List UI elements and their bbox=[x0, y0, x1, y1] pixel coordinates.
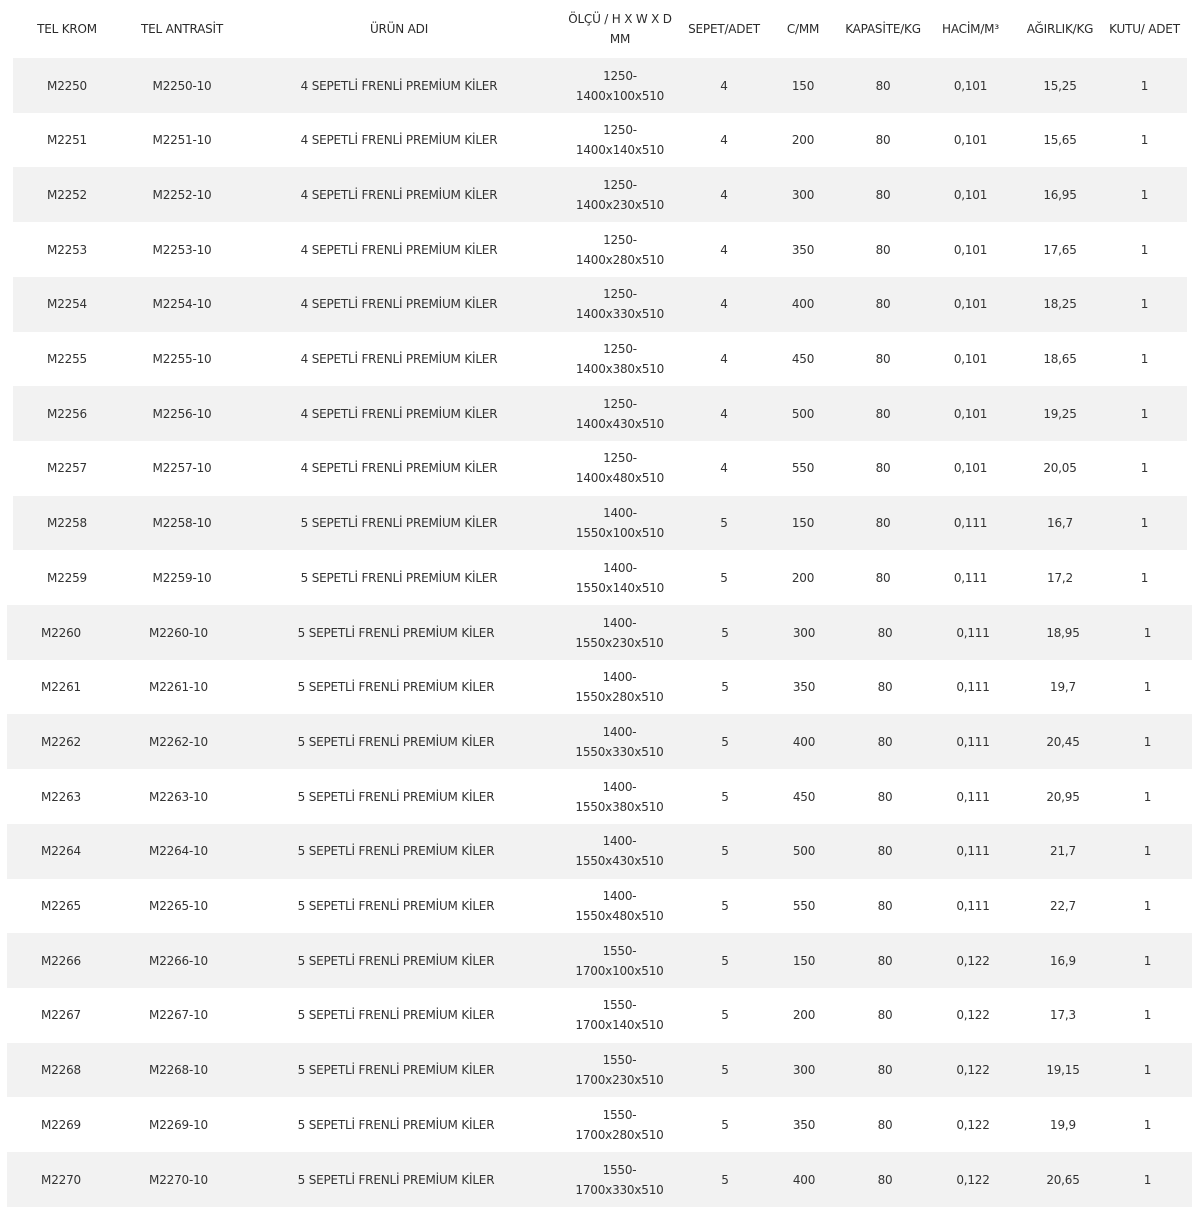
table-row bbox=[13, 58, 1187, 113]
table-row bbox=[7, 1097, 1192, 1152]
cell-olcu-line1: 1400- bbox=[602, 889, 637, 903]
cell-tel-antrasit: M2250-10 bbox=[152, 78, 212, 93]
cell-kutu: 1 bbox=[1140, 242, 1149, 257]
cell-agirlik: 20,95 bbox=[1046, 789, 1080, 804]
cell-tel-krom: M2259 bbox=[47, 570, 87, 585]
cell-kapasite: 80 bbox=[877, 1008, 893, 1023]
cell-olcu bbox=[555, 113, 685, 168]
cell-c-mm: 450 bbox=[791, 352, 815, 366]
cell-sepet-adet: 4 bbox=[720, 406, 728, 421]
cell-agirlik: 20,45 bbox=[1046, 734, 1080, 749]
cell-c-mm: 400 bbox=[792, 1172, 816, 1187]
cell-hacim: 0,111 bbox=[956, 899, 990, 913]
table-row bbox=[7, 1152, 1192, 1207]
cell-kapasite: 80 bbox=[877, 1117, 893, 1132]
cell-olcu bbox=[550, 988, 689, 1043]
cell-kutu: 1 bbox=[1143, 844, 1152, 859]
cell-agirlik: 17,65 bbox=[1043, 242, 1077, 257]
cell-c-mm: 400 bbox=[792, 734, 816, 749]
table-row bbox=[7, 660, 1192, 715]
cell-kutu: 1 bbox=[1140, 297, 1149, 312]
cell-kutu: 1 bbox=[1143, 899, 1152, 913]
cell-c-mm: 300 bbox=[792, 1063, 816, 1078]
cell-sepet-adet: 4 bbox=[720, 187, 728, 202]
cell-hacim: 0,122 bbox=[956, 1008, 990, 1023]
cell-olcu-line1: 1250- bbox=[603, 451, 637, 466]
cell-c-mm: 450 bbox=[792, 789, 816, 804]
cell-urun-adi: 5 SEPETLİ FRENLİ PREMİUM KİLER bbox=[297, 789, 495, 804]
cell-urun-adi: 4 SEPETLİ FRENLİ PREMİUM KİLER bbox=[300, 297, 498, 312]
cell-agirlik: 18,65 bbox=[1043, 352, 1077, 366]
cell-c-mm: 200 bbox=[792, 1008, 816, 1023]
cell-kutu: 1 bbox=[1143, 1117, 1152, 1132]
cell-olcu bbox=[555, 496, 685, 551]
cell-tel-antrasit: M2262-10 bbox=[149, 734, 208, 749]
cell-olcu-line1: 1550- bbox=[602, 1107, 637, 1122]
header-sepet-adet: SEPET/ADET bbox=[688, 22, 760, 36]
cell-kutu: 1 bbox=[1143, 1172, 1152, 1187]
cell-olcu bbox=[550, 769, 689, 824]
cell-olcu bbox=[555, 167, 685, 222]
cell-tel-antrasit: M2268-10 bbox=[149, 1063, 208, 1078]
cell-tel-krom: M2268 bbox=[41, 1063, 81, 1078]
cell-sepet-adet: 5 bbox=[721, 1063, 729, 1078]
cell-olcu-line2: 1550x140x510 bbox=[575, 580, 665, 595]
cell-kapasite: 80 bbox=[875, 352, 891, 366]
cell-olcu bbox=[555, 332, 685, 387]
cell-c-mm: 500 bbox=[792, 844, 816, 859]
cell-c-mm: 200 bbox=[791, 133, 815, 148]
table-row bbox=[13, 496, 1187, 551]
cell-kapasite: 80 bbox=[877, 625, 893, 640]
header-olcu-line1: ÖLÇÜ / H X W X D bbox=[568, 12, 672, 26]
cell-kapasite: 80 bbox=[875, 516, 891, 531]
cell-kapasite: 80 bbox=[877, 1063, 893, 1078]
cell-olcu bbox=[550, 605, 689, 660]
cell-kutu: 1 bbox=[1143, 734, 1152, 749]
cell-olcu-line2: 1550x330x510 bbox=[575, 744, 664, 759]
cell-kutu: 1 bbox=[1143, 789, 1152, 804]
header-tel-krom: TEL KROM bbox=[37, 22, 97, 36]
cell-agirlik: 19,25 bbox=[1043, 406, 1077, 421]
cell-olcu-line1: 1550- bbox=[602, 1053, 637, 1068]
cell-c-mm: 300 bbox=[792, 625, 816, 640]
cell-agirlik: 16,95 bbox=[1043, 187, 1077, 202]
cell-olcu-line1: 1550- bbox=[602, 943, 637, 958]
cell-olcu-line1: 1550- bbox=[602, 998, 637, 1013]
cell-urun-adi: 5 SEPETLİ FRENLİ PREMİUM KİLER bbox=[297, 1172, 495, 1187]
table-row bbox=[7, 1043, 1192, 1098]
cell-olcu-line2: 1550x430x510 bbox=[575, 854, 664, 869]
cell-olcu-line1: 1400- bbox=[602, 834, 637, 849]
cell-agirlik: 19,7 bbox=[1050, 680, 1076, 695]
cell-agirlik: 15,65 bbox=[1043, 133, 1077, 148]
cell-olcu-line1: 1400- bbox=[602, 615, 637, 630]
cell-olcu-line1: 1250- bbox=[603, 232, 637, 247]
table-header bbox=[13, 0, 1187, 58]
cell-hacim: 0,101 bbox=[953, 406, 988, 421]
cell-olcu-line1: 1250- bbox=[603, 342, 637, 356]
cell-urun-adi: 5 SEPETLİ FRENLİ PREMİUM KİLER bbox=[297, 844, 495, 859]
table-row bbox=[7, 824, 1192, 879]
cell-kutu: 1 bbox=[1143, 1063, 1152, 1078]
cell-urun-adi: 4 SEPETLİ FRENLİ PREMİUM KİLER bbox=[300, 352, 498, 366]
cell-kutu: 1 bbox=[1143, 953, 1152, 968]
cell-tel-antrasit: M2270-10 bbox=[149, 1172, 208, 1187]
cell-olcu bbox=[550, 660, 689, 715]
cell-agirlik: 15,25 bbox=[1043, 78, 1077, 93]
cell-urun-adi: 4 SEPETLİ FRENLİ PREMİUM KİLER bbox=[300, 78, 498, 93]
cell-olcu-line2: 1400x280x510 bbox=[575, 252, 665, 267]
cell-kapasite: 80 bbox=[875, 461, 891, 476]
cell-c-mm: 150 bbox=[792, 953, 816, 968]
cell-olcu bbox=[555, 386, 685, 441]
table-row bbox=[7, 769, 1192, 824]
cell-c-mm: 550 bbox=[791, 461, 815, 476]
cell-olcu-line2: 1400x380x510 bbox=[575, 362, 665, 376]
cell-urun-adi: 5 SEPETLİ FRENLİ PREMİUM KİLER bbox=[297, 1117, 495, 1132]
cell-tel-antrasit: M2257-10 bbox=[152, 461, 212, 476]
cell-urun-adi: 5 SEPETLİ FRENLİ PREMİUM KİLER bbox=[297, 1008, 495, 1023]
cell-sepet-adet: 5 bbox=[721, 680, 729, 695]
cell-sepet-adet: 5 bbox=[721, 899, 729, 913]
cell-hacim: 0,101 bbox=[953, 78, 988, 93]
cell-olcu-line2: 1700x140x510 bbox=[575, 1018, 664, 1033]
cell-olcu-line2: 1400x140x510 bbox=[575, 143, 665, 158]
cell-sepet-adet: 5 bbox=[721, 1008, 729, 1023]
cell-hacim: 0,101 bbox=[953, 297, 988, 312]
cell-kapasite: 80 bbox=[877, 844, 893, 859]
cell-olcu bbox=[555, 222, 685, 277]
cell-agirlik: 20,65 bbox=[1046, 1172, 1080, 1187]
header-olcu bbox=[555, 0, 685, 58]
cell-tel-antrasit: M2258-10 bbox=[152, 516, 212, 531]
cell-kutu: 1 bbox=[1140, 133, 1149, 148]
cell-kutu: 1 bbox=[1140, 516, 1149, 531]
header-kapasite: KAPASİTE/KG bbox=[845, 22, 921, 36]
cell-tel-antrasit: M2260-10 bbox=[149, 625, 208, 640]
cell-kapasite: 80 bbox=[877, 1172, 893, 1187]
cell-hacim: 0,111 bbox=[956, 734, 990, 749]
cell-agirlik: 19,9 bbox=[1050, 1117, 1076, 1132]
cell-sepet-adet: 5 bbox=[720, 516, 728, 531]
cell-kutu: 1 bbox=[1140, 406, 1149, 421]
cell-olcu-line2: 1550x280x510 bbox=[575, 690, 664, 705]
cell-kapasite: 80 bbox=[877, 680, 893, 695]
table-row bbox=[13, 386, 1187, 441]
cell-olcu-line2: 1550x230x510 bbox=[575, 635, 664, 650]
cell-sepet-adet: 5 bbox=[721, 789, 729, 804]
cell-hacim: 0,111 bbox=[956, 789, 990, 804]
table-row bbox=[13, 222, 1187, 277]
cell-sepet-adet: 5 bbox=[721, 1172, 729, 1187]
cell-kapasite: 80 bbox=[875, 242, 891, 257]
cell-urun-adi: 5 SEPETLİ FRENLİ PREMİUM KİLER bbox=[297, 899, 495, 913]
cell-tel-krom: M2253 bbox=[47, 242, 87, 257]
cell-c-mm: 150 bbox=[791, 516, 815, 531]
table-row bbox=[7, 988, 1192, 1043]
cell-tel-krom: M2254 bbox=[47, 297, 87, 312]
cell-agirlik: 16,7 bbox=[1047, 516, 1073, 531]
cell-tel-krom: M2258 bbox=[47, 516, 87, 531]
cell-tel-krom: M2265 bbox=[41, 899, 81, 913]
cell-kutu: 1 bbox=[1140, 187, 1149, 202]
cell-olcu-line2: 1400x230x510 bbox=[575, 197, 665, 212]
cell-olcu-line1: 1400- bbox=[603, 506, 637, 521]
cell-tel-antrasit: M2265-10 bbox=[149, 899, 208, 913]
cell-sepet-adet: 5 bbox=[720, 570, 728, 585]
cell-tel-antrasit: M2259-10 bbox=[152, 570, 212, 585]
cell-olcu-line1: 1400- bbox=[602, 779, 637, 794]
table-row bbox=[7, 714, 1192, 769]
cell-sepet-adet: 4 bbox=[720, 133, 728, 148]
cell-olcu bbox=[550, 1097, 689, 1152]
table-row bbox=[13, 550, 1187, 605]
cell-tel-krom: M2255 bbox=[47, 352, 87, 366]
cell-olcu-line1: 1400- bbox=[602, 670, 637, 685]
cell-urun-adi: 5 SEPETLİ FRENLİ PREMİUM KİLER bbox=[297, 625, 495, 640]
cell-olcu bbox=[550, 824, 689, 879]
cell-olcu-line2: 1700x330x510 bbox=[575, 1182, 664, 1197]
cell-agirlik: 20,05 bbox=[1043, 461, 1077, 476]
cell-hacim: 0,122 bbox=[956, 1117, 990, 1132]
cell-agirlik: 17,2 bbox=[1047, 570, 1073, 585]
cell-kapasite: 80 bbox=[875, 297, 891, 312]
cell-tel-antrasit: M2261-10 bbox=[149, 680, 208, 695]
cell-kutu: 1 bbox=[1143, 1008, 1152, 1023]
table-row bbox=[7, 933, 1192, 988]
table-row bbox=[7, 879, 1192, 934]
header-tel-antrasit: TEL ANTRASİT bbox=[140, 22, 224, 36]
cell-hacim: 0,122 bbox=[956, 953, 990, 968]
cell-olcu-line1: 1400- bbox=[603, 560, 637, 575]
cell-kutu: 1 bbox=[1143, 680, 1152, 695]
cell-urun-adi: 4 SEPETLİ FRENLİ PREMİUM KİLER bbox=[300, 242, 498, 257]
cell-kapasite: 80 bbox=[877, 953, 893, 968]
header-urun-adi: ÜRÜN ADI bbox=[369, 22, 429, 36]
cell-olcu-line1: 1400- bbox=[602, 724, 637, 739]
cell-tel-antrasit: M2255-10 bbox=[152, 352, 212, 366]
cell-tel-antrasit: M2253-10 bbox=[152, 242, 212, 257]
cell-hacim: 0,111 bbox=[956, 625, 990, 640]
cell-urun-adi: 5 SEPETLİ FRENLİ PREMİUM KİLER bbox=[297, 680, 495, 695]
cell-olcu-line2: 1700x280x510 bbox=[575, 1127, 664, 1142]
cell-c-mm: 550 bbox=[792, 899, 816, 913]
cell-tel-antrasit: M2263-10 bbox=[149, 789, 208, 804]
cell-tel-krom: M2269 bbox=[41, 1117, 81, 1132]
header-agirlik: AĞIRLIK/KG bbox=[1026, 22, 1094, 36]
table-row bbox=[13, 277, 1187, 332]
cell-tel-antrasit: M2269-10 bbox=[149, 1117, 208, 1132]
cell-olcu-line2: 1700x230x510 bbox=[575, 1073, 664, 1088]
cell-urun-adi: 4 SEPETLİ FRENLİ PREMİUM KİLER bbox=[300, 187, 498, 202]
cell-tel-krom: M2266 bbox=[41, 953, 81, 968]
cell-c-mm: 200 bbox=[791, 570, 815, 585]
cell-sepet-adet: 4 bbox=[720, 297, 728, 312]
cell-sepet-adet: 5 bbox=[721, 844, 729, 859]
cell-tel-krom: M2263 bbox=[41, 789, 81, 804]
cell-sepet-adet: 4 bbox=[720, 78, 728, 93]
cell-agirlik: 18,25 bbox=[1043, 297, 1077, 312]
cell-c-mm: 500 bbox=[791, 406, 815, 421]
header-hacim: HACİM/M³ bbox=[942, 22, 999, 36]
cell-sepet-adet: 5 bbox=[721, 625, 729, 640]
cell-agirlik: 16,9 bbox=[1050, 953, 1076, 968]
cell-tel-antrasit: M2266-10 bbox=[149, 953, 208, 968]
cell-hacim: 0,101 bbox=[953, 461, 988, 476]
cell-hacim: 0,101 bbox=[953, 133, 988, 148]
cell-tel-antrasit: M2251-10 bbox=[152, 133, 212, 148]
cell-c-mm: 300 bbox=[791, 187, 815, 202]
cell-kutu: 1 bbox=[1140, 570, 1149, 585]
cell-sepet-adet: 5 bbox=[721, 1117, 729, 1132]
cell-olcu-line1: 1250- bbox=[603, 177, 637, 192]
cell-c-mm: 350 bbox=[791, 242, 815, 257]
cell-tel-antrasit: M2254-10 bbox=[152, 297, 212, 312]
cell-hacim: 0,111 bbox=[953, 570, 988, 585]
cell-kapasite: 80 bbox=[877, 789, 893, 804]
cell-c-mm: 150 bbox=[791, 78, 815, 93]
cell-olcu bbox=[555, 58, 685, 113]
cell-olcu bbox=[555, 277, 685, 332]
cell-kutu: 1 bbox=[1140, 461, 1149, 476]
cell-urun-adi: 5 SEPETLİ FRENLİ PREMİUM KİLER bbox=[297, 734, 495, 749]
cell-sepet-adet: 5 bbox=[721, 734, 729, 749]
cell-tel-antrasit: M2267-10 bbox=[149, 1008, 208, 1023]
cell-olcu bbox=[550, 879, 689, 934]
table-row bbox=[13, 113, 1187, 168]
cell-olcu-line2: 1550x480x510 bbox=[575, 909, 664, 923]
cell-tel-krom: M2267 bbox=[41, 1008, 81, 1023]
cell-olcu bbox=[550, 1152, 689, 1207]
cell-sepet-adet: 4 bbox=[720, 461, 728, 476]
table-row bbox=[7, 605, 1192, 660]
cell-olcu bbox=[550, 1043, 689, 1098]
cell-hacim: 0,122 bbox=[956, 1172, 990, 1187]
cell-c-mm: 400 bbox=[791, 297, 815, 312]
cell-urun-adi: 5 SEPETLİ FRENLİ PREMİUM KİLER bbox=[297, 953, 495, 968]
cell-hacim: 0,101 bbox=[953, 352, 988, 366]
cell-kutu: 1 bbox=[1140, 78, 1149, 93]
cell-kapasite: 80 bbox=[877, 899, 893, 913]
cell-olcu-line1: 1250- bbox=[603, 68, 637, 83]
cell-olcu-line2: 1700x100x510 bbox=[575, 963, 664, 978]
table-row bbox=[13, 167, 1187, 222]
cell-agirlik: 22,7 bbox=[1050, 899, 1076, 913]
cell-tel-antrasit: M2252-10 bbox=[152, 187, 212, 202]
cell-tel-krom: M2261 bbox=[41, 680, 81, 695]
table-row bbox=[13, 332, 1187, 387]
cell-kapasite: 80 bbox=[877, 734, 893, 749]
cell-sepet-adet: 4 bbox=[720, 242, 728, 257]
cell-olcu-line1: 1550- bbox=[602, 1162, 637, 1177]
cell-tel-krom: M2250 bbox=[47, 78, 87, 93]
cell-hacim: 0,111 bbox=[956, 680, 990, 695]
cell-sepet-adet: 4 bbox=[720, 352, 728, 366]
cell-kapasite: 80 bbox=[875, 78, 891, 93]
cell-agirlik: 19,15 bbox=[1046, 1063, 1080, 1078]
cell-kapasite: 80 bbox=[875, 187, 891, 202]
cell-agirlik: 17,3 bbox=[1050, 1008, 1076, 1023]
cell-urun-adi: 5 SEPETLİ FRENLİ PREMİUM KİLER bbox=[297, 1063, 495, 1078]
cell-kapasite: 80 bbox=[875, 570, 891, 585]
cell-olcu-line2: 1400x330x510 bbox=[575, 307, 665, 322]
header-kutu: KUTU/ ADET bbox=[1109, 22, 1180, 36]
cell-tel-krom: M2262 bbox=[41, 734, 81, 749]
cell-hacim: 0,101 bbox=[953, 187, 988, 202]
cell-c-mm: 350 bbox=[792, 1117, 816, 1132]
cell-kapasite: 80 bbox=[875, 406, 891, 421]
cell-hacim: 0,101 bbox=[953, 242, 988, 257]
cell-olcu bbox=[555, 441, 685, 496]
cell-tel-antrasit: M2264-10 bbox=[149, 844, 208, 859]
header-c-mm: C/MM bbox=[786, 22, 820, 36]
cell-olcu bbox=[555, 550, 685, 605]
cell-olcu-line2: 1400x480x510 bbox=[575, 471, 665, 486]
cell-tel-krom: M2256 bbox=[47, 406, 87, 421]
cell-olcu-line1: 1250- bbox=[603, 396, 637, 411]
cell-sepet-adet: 5 bbox=[721, 953, 729, 968]
cell-hacim: 0,111 bbox=[953, 516, 988, 531]
cell-tel-antrasit: M2256-10 bbox=[152, 406, 212, 421]
cell-agirlik: 21,7 bbox=[1050, 844, 1076, 859]
cell-agirlik: 18,95 bbox=[1046, 625, 1080, 640]
cell-olcu-line2: 1400x430x510 bbox=[575, 416, 665, 431]
table-row bbox=[13, 441, 1187, 496]
cell-tel-krom: M2252 bbox=[47, 187, 87, 202]
cell-tel-krom: M2260 bbox=[41, 625, 81, 640]
cell-urun-adi: 4 SEPETLİ FRENLİ PREMİUM KİLER bbox=[300, 406, 498, 421]
cell-urun-adi: 5 SEPETLİ FRENLİ PREMİUM KİLER bbox=[300, 570, 498, 585]
cell-olcu-line2: 1550x380x510 bbox=[575, 799, 664, 814]
header-olcu-line2: MM bbox=[609, 32, 631, 46]
cell-tel-krom: M2251 bbox=[47, 133, 87, 148]
cell-kutu: 1 bbox=[1143, 625, 1152, 640]
cell-hacim: 0,111 bbox=[956, 844, 990, 859]
cell-c-mm: 350 bbox=[792, 680, 816, 695]
cell-tel-krom: M2257 bbox=[47, 461, 87, 476]
cell-tel-krom: M2264 bbox=[41, 844, 81, 859]
cell-tel-krom: M2270 bbox=[41, 1172, 81, 1187]
cell-kapasite: 80 bbox=[875, 133, 891, 148]
cell-olcu bbox=[550, 933, 689, 988]
cell-hacim: 0,122 bbox=[956, 1063, 990, 1078]
cell-olcu-line2: 1550x100x510 bbox=[575, 526, 665, 541]
cell-kutu: 1 bbox=[1140, 352, 1149, 366]
cell-olcu-line1: 1250- bbox=[603, 123, 637, 138]
cell-olcu-line1: 1250- bbox=[603, 287, 637, 302]
cell-urun-adi: 4 SEPETLİ FRENLİ PREMİUM KİLER bbox=[300, 461, 498, 476]
cell-olcu bbox=[550, 714, 689, 769]
cell-olcu-line2: 1400x100x510 bbox=[575, 88, 665, 103]
cell-urun-adi: 4 SEPETLİ FRENLİ PREMİUM KİLER bbox=[300, 133, 498, 148]
cell-urun-adi: 5 SEPETLİ FRENLİ PREMİUM KİLER bbox=[300, 516, 498, 531]
